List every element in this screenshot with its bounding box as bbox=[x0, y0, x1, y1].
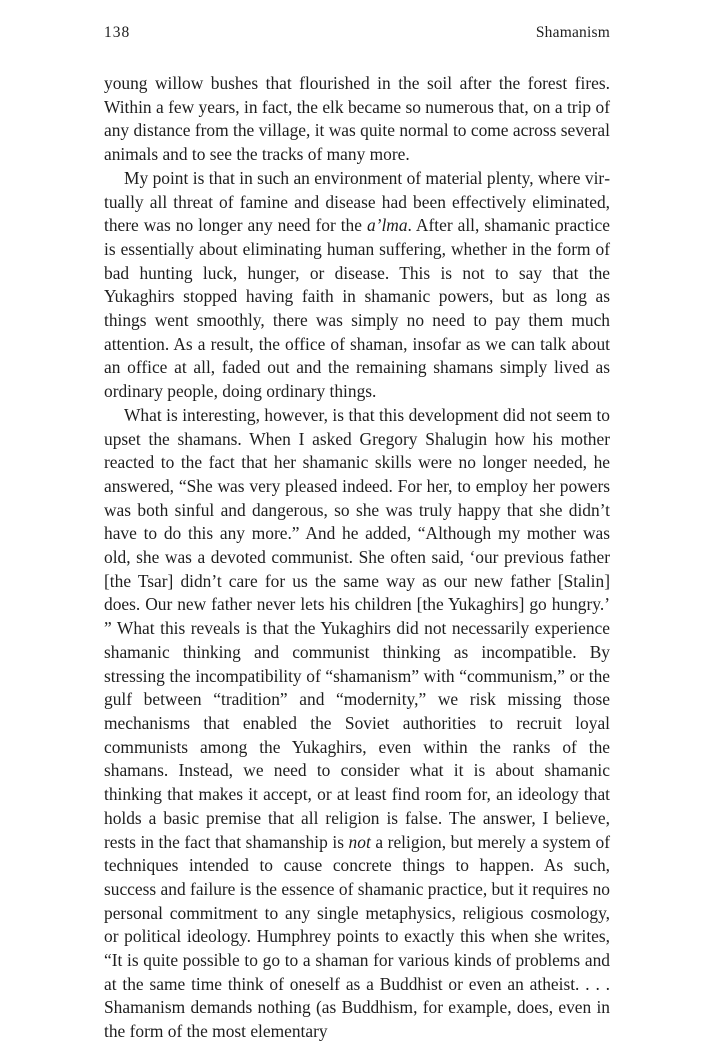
running-title: Shamanism bbox=[535, 24, 610, 41]
text-run: a religion, but merely a system of techniques intended to cause concrete things to happen. As such, success and failure is the essence of shamanic practice, but it requires no personal commitment to any single metaphysics, religious cosmology, or political ideology. Humphrey points to exactly this when she writes, “It is quite possible to go to a shaman for various kinds of problems and at the same time think of oneself as a Buddhist or even an atheist. . . . Shamanism demands nothing (as Buddhism, for example, does, even in the form of the most elementary bbox=[104, 831, 610, 1042]
paragraph-1 bbox=[104, 72, 610, 167]
text-run: young willow bushes that flourished in the soil after the forest fires. Within a few years, in fact, the elk became so numerous that, on a trip of any distance from the village, it was quite normal to come across several animals and to see the tracks of many more. bbox=[104, 73, 610, 165]
paragraph-2 bbox=[104, 167, 610, 404]
book-page bbox=[104, 22, 610, 1044]
text-run: What is interesting, however, is that this development did not seem to upset the shamans. When I asked Gregory Shalugin how his mother reacted to the fact that her shamanic skills were no longer needed, he answered, “She was very pleased indeed. For her, to employ her powers was both sinful and dangerous, so she was truly happy that she didn’t have to do this any more.” And he added, “Although my mother was old, she was a devoted communist. She often said, ‘our previous father [the Tsar] didn’t care for us the same way as our new father [Stalin] does. Our new father never lets his children [the Yukaghirs] go hungry.’ ” What this reveals is that the Yukaghirs did not necessarily experience shamanic thinking and communist thinking as incompatible. By stressing the incompatibility of “shamanism” with “communism,” or the gulf between “tradition” and “modernity,” we risk missing those mechanisms that enabled the Soviet authorities to recruit loyal communists among the Yukaghirs, even within the ranks of the shamans. Instead, we need to consider what it is about shamanic thinking that makes it accept, or at least find room for, an ideology that holds a basic premise that all religion is false. The answer, I believe, rests in the fact that shamanship is bbox=[104, 404, 610, 852]
text-run: My point is that in such an environment of material plenty, where virtually all threat of famine and disease had been effectively eliminated, there was no longer any need for the bbox=[104, 167, 610, 236]
paragraph-3 bbox=[104, 404, 610, 1044]
body-text bbox=[104, 72, 610, 1044]
page-number: 138 bbox=[104, 24, 131, 41]
running-head bbox=[104, 22, 610, 44]
text-run: . After all, shamanic practice is essentially about eliminating human suffering, whether in the form of bad hunting luck, hunger, or disease. This is not to say that the Yukaghirs stopped having faith in shamanic powers, but as long as things went smoothly, there was simply no need to pay them much attention. As a result, the office of shaman, insofar as we can talk about an office at all, faded out and the remaining shamans simply lived as ordinary people, doing ordinary things. bbox=[104, 215, 610, 402]
italic-emphasis: not bbox=[348, 831, 371, 852]
italic-term: a’lma bbox=[366, 215, 408, 236]
